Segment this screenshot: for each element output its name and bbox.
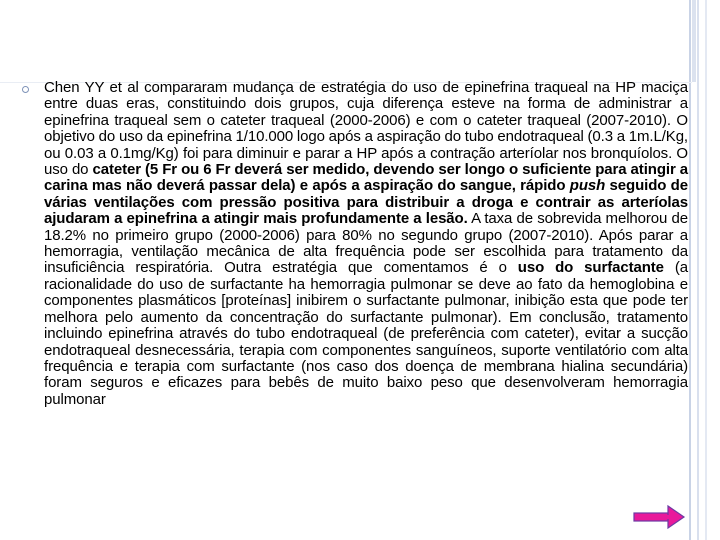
decorative-rule (689, 0, 691, 540)
decorative-rule (697, 0, 699, 540)
paragraph-bold-text: uso do surfactante (517, 259, 664, 277)
paragraph-bold-text: cateter (5 Fr ou 6 Fr deverá ser medido, devendo ser longo o suficiente para atingir a carina mas não deverá passar dela) e após a aspiração do sangue, rápido (44, 161, 688, 195)
decorative-rule (705, 0, 707, 540)
right-arrow-icon[interactable] (632, 503, 686, 531)
slide-body-paragraph (44, 80, 688, 408)
paragraph-text: (a racionalidade do uso de surfactante ha hemorragia pulmonar se deve ao fato da hemoglobina e componentes plasmáticos [proteínas] inibirem o surfactante pulmonar, inibição esta que pode ter melhora pelo aumento da concentração do surfactante pulmonar). Em conclusão, tratamento incluindo epinefrina através do tubo endotraqueal (de preferência com cateter), evitar a sucção endotraqueal desnecessária, terapia com componentes sanguíneos, suporte ventilatório com alta frequência e terapia com surfactante (nos caso dos doença de membrana hialina secundária) foram seguros e eficazes para bebês de muito baixo peso que desenvolveram hemorragia pulmonar (44, 259, 688, 408)
paragraph-text: Chen YY et al compararam mudança de estratégia do uso de epinefrina traqueal na HP maciça entre duas eras, constituindo dois grupos, cuja diferença esteve na forma de administrar a epinefrina traqueal sem o cateter traqueal (2000-2006) e com o cateter traqueal (2007-2010). O objetivo do uso da epinefrina 1/10.000 logo após a aspiração do tubo endotraqueal (0.3 a 1m.L/Kg, ou 0.03 a 0.1mg/Kg) foi para diminuir e parar a HP após a contração arteríolar nos bronquíolos. O uso do (44, 79, 688, 179)
paragraph-bold-text: seguido de várias ventilações com pressão positiva para distribuir a droga e contrair as arteríolas ajudaram a epinefrina a atingir mais profundamente a lesão. (44, 177, 688, 228)
paragraph-bold-italic-text: push (569, 177, 606, 195)
decorative-band (692, 0, 696, 82)
hollow-circle-bullet-icon (22, 86, 29, 93)
paragraph-text: A taxa de sobrevida melhorou de 18.2% no primeiro grupo (2000-2006) para 80% no segundo grupo (2007-2010). Após parar a hemorragia, ventilação mecânica de alta frequência pode ser escolhida para tratamento da insuficiência respiratória. Outra estratégia que comentamos é o (44, 210, 688, 277)
